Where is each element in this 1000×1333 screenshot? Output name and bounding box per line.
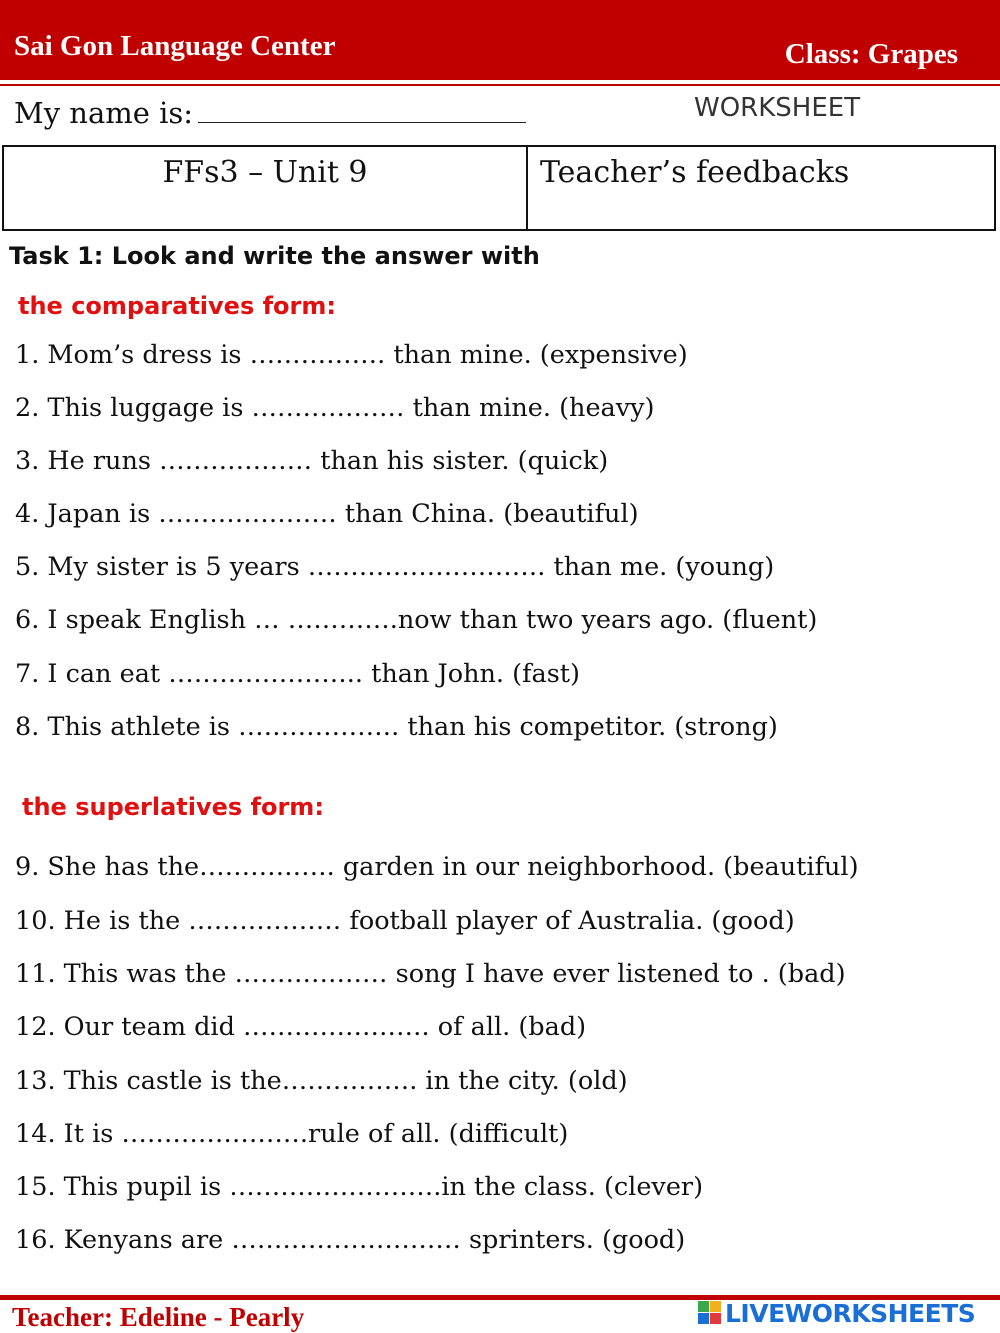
question-item[interactable]: 13. This castle is the……………. in the city. (old): [15, 1066, 628, 1096]
question-item[interactable]: 8. This athlete is ………………. than his competitor. (strong): [15, 712, 778, 742]
brand-text: LIVEWORKSHEETS: [725, 1298, 976, 1328]
info-divider: [526, 147, 528, 229]
name-input-line[interactable]: [198, 122, 526, 123]
superlatives-heading: the superlatives form:: [22, 793, 324, 821]
feedback-label: Teacher’s feedbacks: [540, 155, 850, 190]
question-item[interactable]: 2. This luggage is ……………… than mine. (heavy): [15, 393, 655, 423]
question-item[interactable]: 3. He runs ……………… than his sister. (quick): [15, 446, 609, 476]
question-item[interactable]: 16. Kenyans are ……………………… sprinters. (good): [15, 1225, 686, 1255]
center-name: Sai Gon Language Center: [14, 30, 336, 62]
class-name: Class: Grapes: [784, 38, 958, 70]
question-item[interactable]: 15. This pupil is …………………….in the class. (clever): [15, 1172, 704, 1202]
name-label: My name is:: [14, 96, 194, 130]
teacher-name: Teacher: Edeline - Pearly: [12, 1302, 305, 1332]
question-item[interactable]: 10. He is the ……………… football player of Australia. (good): [15, 906, 795, 936]
question-item[interactable]: 4. Japan is ………………… than China. (beautiful): [15, 499, 639, 529]
question-item[interactable]: 1. Mom’s dress is ……………. than mine. (expensive): [15, 340, 688, 370]
header-divider: [0, 84, 1000, 86]
question-item[interactable]: 14. It is ………………….rule of all. (difficult): [15, 1119, 569, 1149]
liveworksheets-brand[interactable]: [698, 1298, 975, 1328]
unit-label: FFs3 – Unit 9: [162, 155, 368, 190]
question-item[interactable]: 11. This was the ……………… song I have ever listened to . (bad): [15, 959, 846, 989]
liveworksheets-logo-icon: [698, 1301, 722, 1325]
comparatives-heading: the comparatives form:: [18, 292, 336, 320]
question-item[interactable]: 5. My sister is 5 years ………………………. than me. (young): [15, 552, 775, 582]
info-box: [2, 145, 996, 231]
question-item[interactable]: 9. She has the……………. garden in our neighborhood. (beautiful): [15, 852, 859, 882]
question-item[interactable]: 6. I speak English … ………….now than two years ago. (fluent): [15, 605, 818, 635]
task-title: Task 1: Look and write the answer with: [9, 242, 540, 270]
question-item[interactable]: 7. I can eat ………………….. than John. (fast): [15, 659, 580, 689]
worksheet-label: WORKSHEET: [694, 93, 861, 123]
question-item[interactable]: 12. Our team did …………………. of all. (bad): [15, 1012, 587, 1042]
